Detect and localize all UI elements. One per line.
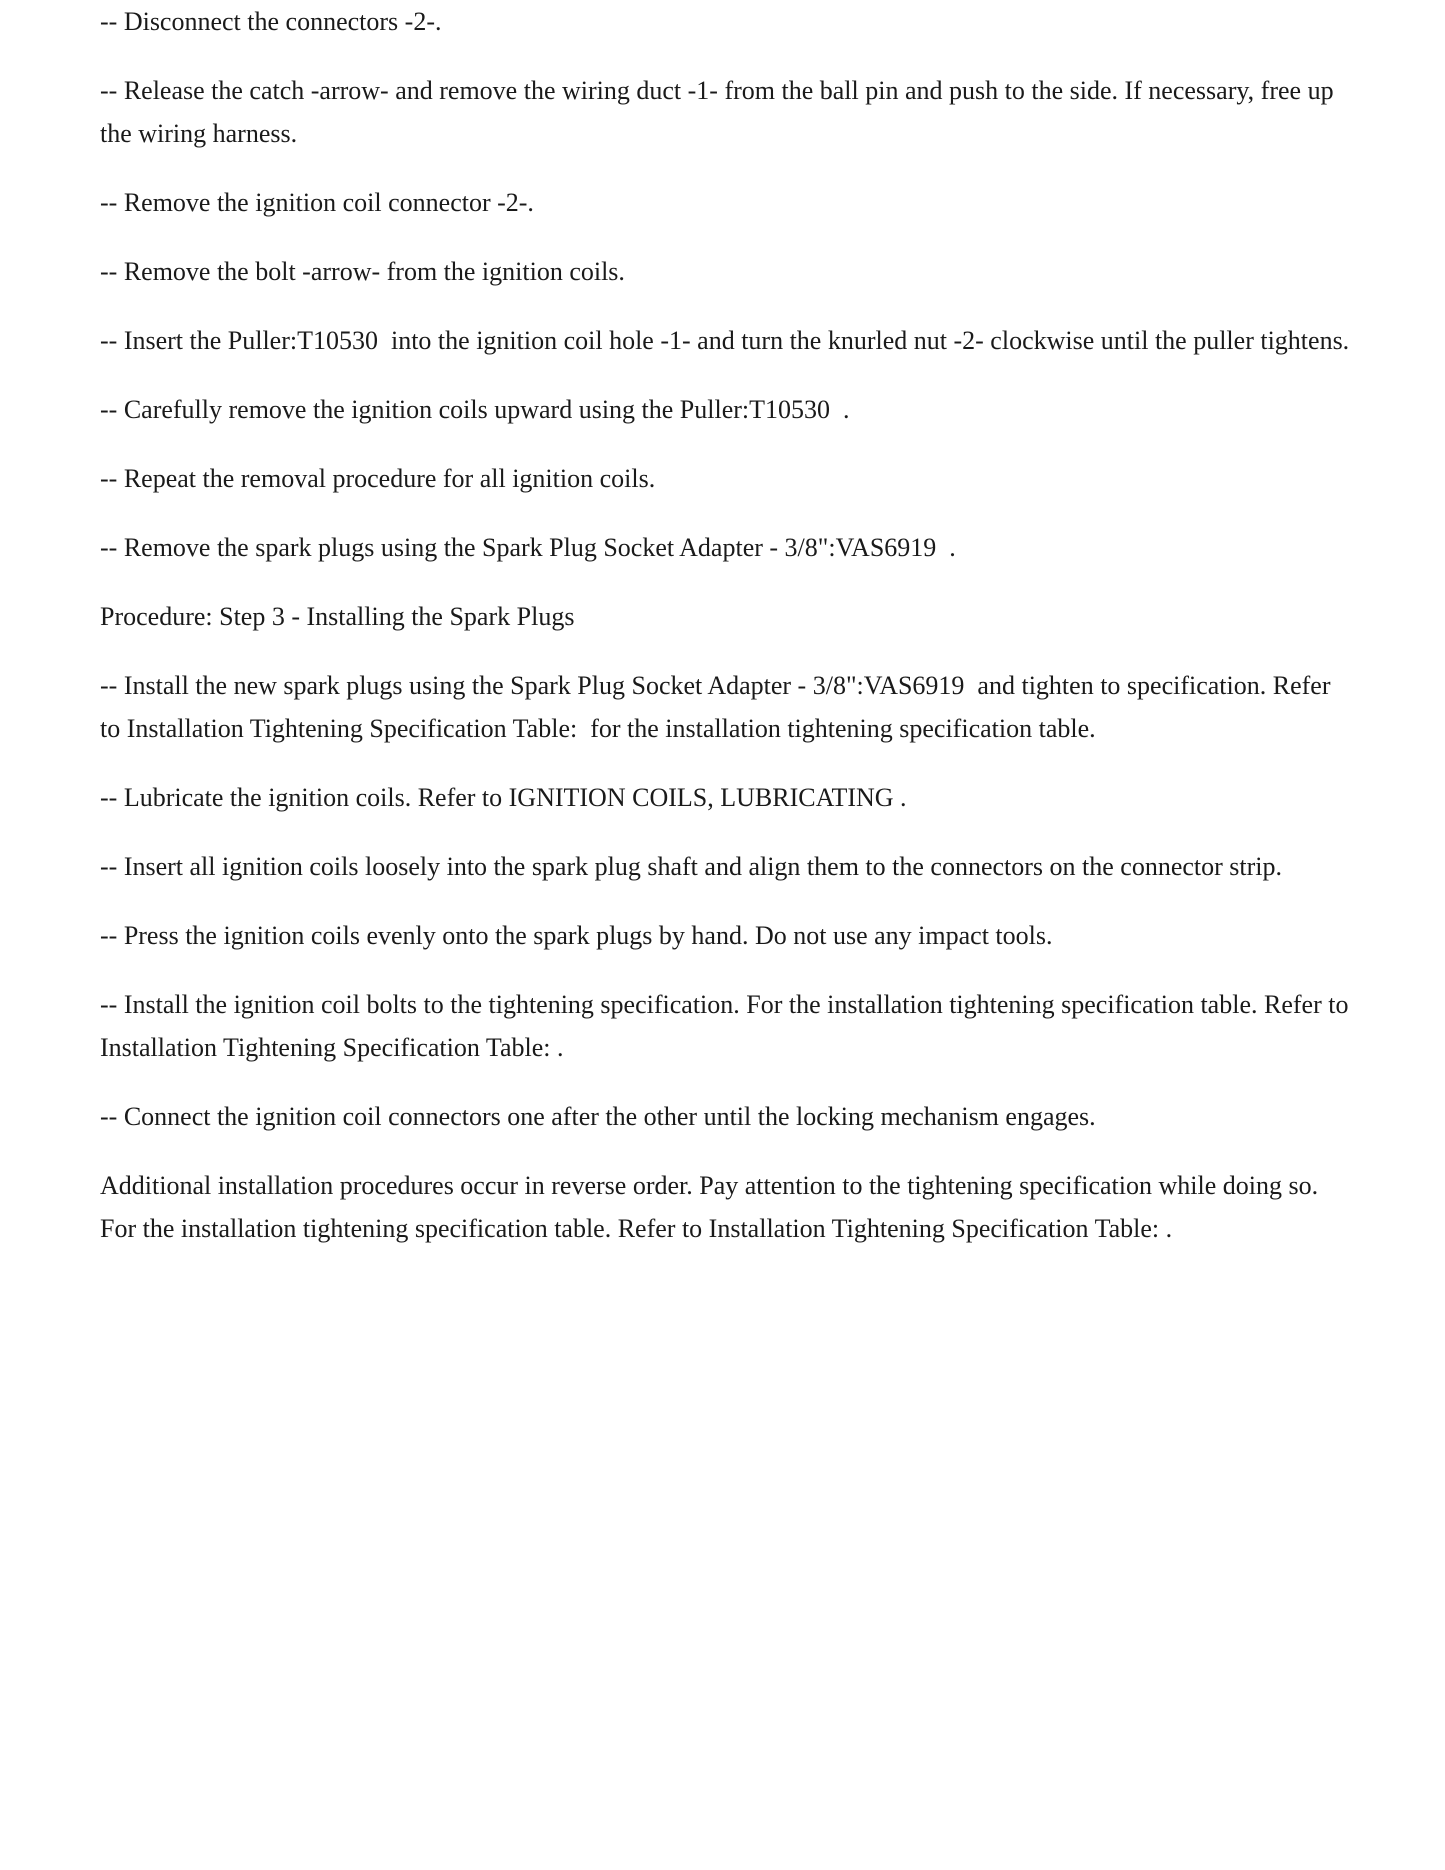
step-disconnect-connectors: -- Disconnect the connectors -2-. <box>100 7 442 36</box>
step-lubricate-coils: -- Lubricate the ignition coils. Refer to IGNITION COILS, LUBRICATING . <box>100 783 907 812</box>
document-body <box>100 0 1355 1250</box>
closing-note: Additional installation procedures occur in reverse order. Pay attention to the tightening specification while doing so. For the installation tightening specification table. Refer to Installation Tightening Specification Table: . <box>100 1171 1325 1243</box>
step-connect-connectors: -- Connect the ignition coil connectors one after the other until the locking mechanism engages. <box>100 1102 1096 1131</box>
step-remove-spark-plugs: -- Remove the spark plugs using the Spark Plug Socket Adapter - 3/8":VAS6919 . <box>100 533 956 562</box>
step-insert-coils: -- Insert all ignition coils loosely into the spark plug shaft and align them to the connectors on the connector strip. <box>100 852 1283 881</box>
step-press-coils: -- Press the ignition coils evenly onto the spark plugs by hand. Do not use any impact tools. <box>100 921 1053 950</box>
step-insert-puller: -- Insert the Puller:T10530 into the ignition coil hole -1- and turn the knurled nut -2- clockwise until the puller tightens. <box>100 326 1350 355</box>
step-remove-coils: -- Carefully remove the ignition coils upward using the Puller:T10530 . <box>100 395 850 424</box>
step-install-spark-plugs: -- Install the new spark plugs using the Spark Plug Socket Adapter - 3/8":VAS6919 and tighten to specification. Refer to Installation Tightening Specification Table: for the installation tightening specification table. <box>100 671 1337 743</box>
step-remove-coil-connector: -- Remove the ignition coil connector -2-. <box>100 188 534 217</box>
step-remove-bolt: -- Remove the bolt -arrow- from the ignition coils. <box>100 257 625 286</box>
step-release-wiring-duct: -- Release the catch -arrow- and remove the wiring duct -1- from the ball pin and push to the side. If necessary, free up the wiring harness. <box>100 76 1341 148</box>
step-repeat-removal: -- Repeat the removal procedure for all ignition coils. <box>100 464 656 493</box>
step-install-coil-bolts: -- Install the ignition coil bolts to the tightening specification. For the installation tightening specification table. Refer to Installation Tightening Specification Table: . <box>100 990 1355 1062</box>
section-heading-installing: Procedure: Step 3 - Installing the Spark Plugs <box>100 602 575 631</box>
